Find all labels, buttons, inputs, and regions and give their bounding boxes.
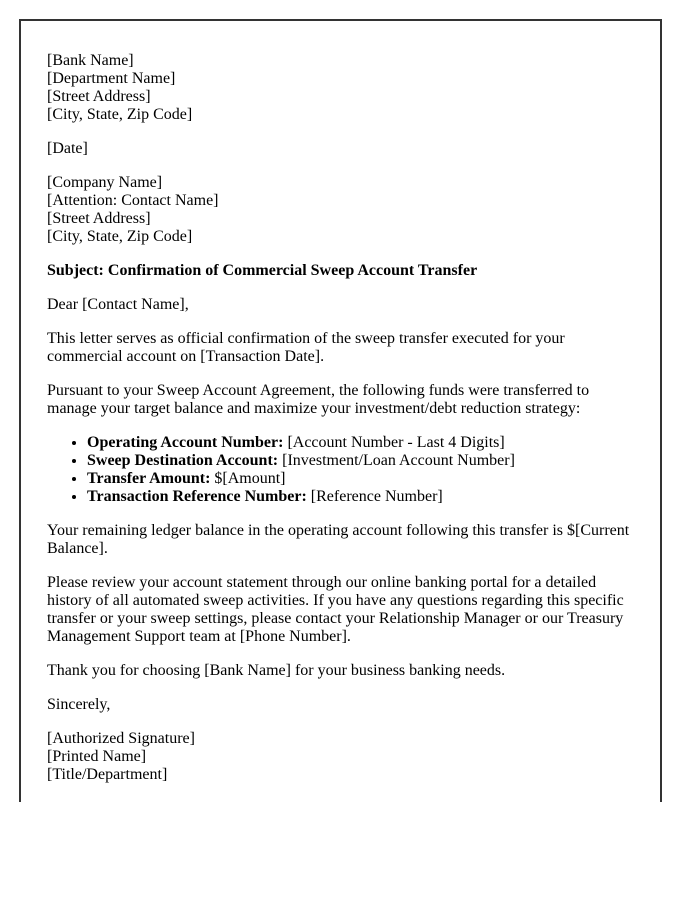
list-item-transaction-reference <box>87 488 634 506</box>
recipient-company-name: [Company Name] <box>47 174 163 191</box>
list-item-operating-account <box>87 434 634 452</box>
signature-authorized: [Authorized Signature] <box>47 730 195 747</box>
detail-label: Operating Account Number: <box>87 434 284 451</box>
paragraph-thanks: Thank you for choosing [Bank Name] for your business banking needs. <box>47 662 506 679</box>
detail-label: Transfer Amount: <box>87 470 211 487</box>
detail-value: [Reference Number] <box>306 488 443 505</box>
recipient-street-address: [Street Address] <box>47 210 151 227</box>
sender-department-name: [Department Name] <box>47 70 176 87</box>
detail-value: $[Amount] <box>210 470 286 487</box>
list-item-transfer-amount <box>87 470 634 488</box>
signature-printed-name: [Printed Name] <box>47 748 147 765</box>
detail-label: Sweep Destination Account: <box>87 452 279 469</box>
salutation: Dear [Contact Name], <box>47 296 189 313</box>
recipient-address-block <box>47 174 634 246</box>
recipient-city-state-zip: [City, State, Zip Code] <box>47 228 193 245</box>
signature-title-department: [Title/Department] <box>47 766 168 783</box>
detail-value: [Investment/Loan Account Number] <box>278 452 515 469</box>
recipient-attention-line: [Attention: Contact Name] <box>47 192 219 209</box>
detail-value: [Account Number - Last 4 Digits] <box>283 434 505 451</box>
closing: Sincerely, <box>47 696 111 713</box>
detail-label: Transaction Reference Number: <box>87 488 307 505</box>
sender-address-block <box>47 52 634 124</box>
list-item-sweep-destination <box>87 452 634 470</box>
date-line: [Date] <box>47 140 88 157</box>
paragraph-ledger-balance: Your remaining ledger balance in the operating account following this transfer is $[Current Balance]. <box>47 522 630 557</box>
paragraph-review: Please review your account statement through our online banking portal for a detailed history of all automated sweep activities. If you have any questions regarding this specific transfer or your sweep settings, please contact your Relationship Manager or our Treasury Management Support team at [Phone Number]. <box>47 574 624 645</box>
transfer-details-list <box>47 434 634 506</box>
sender-bank-name: [Bank Name] <box>47 52 134 69</box>
paragraph-pursuant: Pursuant to your Sweep Account Agreement, the following funds were transferred to manage your target balance and maximize your investment/debt reduction strategy: <box>47 382 590 417</box>
sender-street-address: [Street Address] <box>47 88 151 105</box>
paragraph-intro: This letter serves as official confirmation of the sweep transfer executed for your commercial account on [Transaction Date]. <box>47 330 565 365</box>
signature-block <box>47 730 634 784</box>
sender-city-state-zip: [City, State, Zip Code] <box>47 106 193 123</box>
letter-document <box>19 19 662 802</box>
subject-line: Subject: Confirmation of Commercial Sweep Account Transfer <box>47 262 478 279</box>
